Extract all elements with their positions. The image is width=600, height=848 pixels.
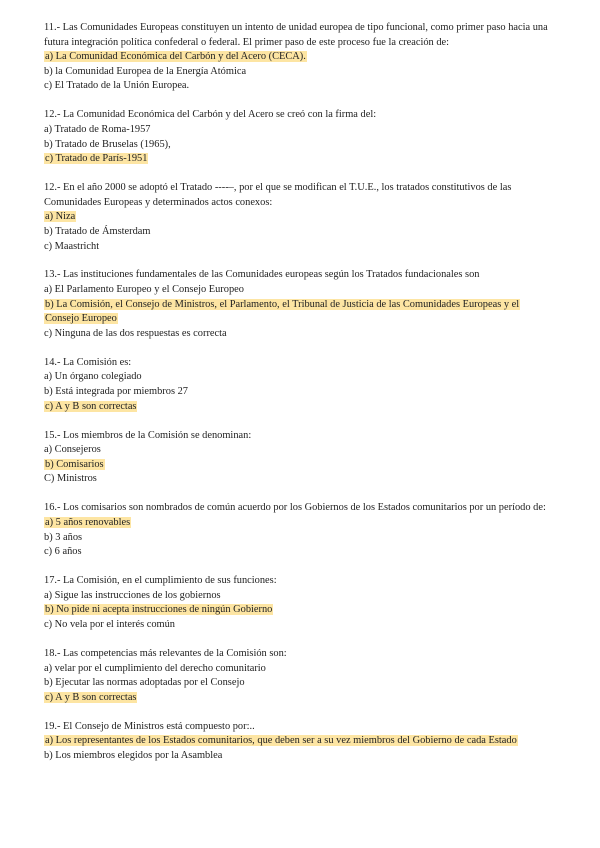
option-b: b) la Comunidad Europea de la Energía Atómica [44, 65, 247, 77]
option-a: a) velar por el cumplimiento del derecho comunitario [44, 662, 266, 674]
question-text: 12.- En el año 2000 se adoptó el Tratado ----–, por el que se modifican el T.U.E., los tratados constitutivos de las Comunidades Europeas y determinados actos conexos: [44, 182, 512, 208]
option-c: c) Ninguna de las dos respuestas es correcta [44, 327, 227, 339]
option-a: a) Sigue las instrucciones de los gobiernos [44, 589, 221, 601]
answer-highlight: a) 5 años renovables [45, 516, 131, 528]
option-c [44, 152, 552, 167]
question-12 [44, 108, 552, 166]
question-text: 12.- La Comunidad Económica del Carbón y del Acero se creó con la firma del: [44, 109, 377, 121]
option-b: b) Tratado de Bruselas (1965), [44, 138, 171, 150]
option-b [44, 603, 552, 618]
answer-highlight: a) La Comunidad Económica del Carbón y del Acero (CECA). [45, 51, 306, 63]
question-text: 17.- La Comisión, en el cumplimiento de sus funciones: [44, 575, 277, 587]
question-14 [44, 356, 552, 414]
question-text: 16.- Los comisarios son nombrados de común acuerdo por los Gobiernos de los Estados comunitarios por un período de: [44, 502, 546, 514]
option-b: b) Está integrada por miembros 27 [44, 386, 188, 398]
question-text: 19.- El Consejo de Ministros está compuesto por:.. [44, 720, 255, 732]
answer-highlight: b) No pide ni acepta instrucciones de ningún Gobierno [45, 604, 273, 616]
answer-highlight: c) A y B son correctas [45, 400, 137, 412]
question-text: 14.- La Comisión es: [44, 356, 132, 368]
answer-highlight: b) La Comisión, el Consejo de Ministros, el Parlamento, el Tribunal de Justicia de las Comunidades Europeas y el Consejo Europeo [45, 298, 520, 325]
option-c: c) No vela por el interés común [44, 618, 175, 630]
option-a [44, 734, 552, 749]
option-a: a) El Parlamento Europeo y el Consejo Europeo [44, 284, 244, 296]
option-a: a) Tratado de Roma-1957 [44, 123, 151, 135]
question-text: 18.- Las competencias más relevantes de la Comisión son: [44, 647, 287, 659]
question-text: 13.- Las instituciones fundamentales de las Comunidades europeas según los Tratados fundacionales son [44, 269, 480, 281]
option-b: b) Los miembros elegidos por la Asamblea [44, 749, 223, 761]
option-c [44, 400, 552, 415]
question-19 [44, 720, 552, 764]
option-b: b) 3 años [44, 531, 83, 543]
option-b [44, 298, 552, 327]
option-a [44, 516, 552, 531]
question-18 [44, 647, 552, 705]
option-c: c) 6 años [44, 546, 82, 558]
answer-highlight: a) Los representantes de los Estados comunitarios, que deben ser a su vez miembros del Gobierno de cada Estado [45, 735, 517, 747]
option-c [44, 691, 552, 706]
question-12-niza [44, 181, 552, 254]
option-a [44, 50, 552, 65]
question-15 [44, 429, 552, 487]
answer-highlight: c) Tratado de París-1951 [45, 153, 148, 165]
option-c: c) Maastricht [44, 240, 100, 252]
option-a [44, 210, 552, 225]
question-13 [44, 268, 552, 341]
option-b: b) Tratado de Ámsterdam [44, 225, 151, 237]
question-11 [44, 21, 552, 94]
option-c: c) El Tratado de la Unión Europea. [44, 80, 190, 92]
answer-highlight: b) Comisarios [45, 458, 104, 470]
option-a: a) Un órgano colegiado [44, 371, 142, 383]
question-text: 15.- Los miembros de la Comisión se denominan: [44, 429, 252, 441]
question-16 [44, 501, 552, 559]
option-b [44, 458, 552, 473]
answer-highlight: c) A y B son correctas [45, 691, 137, 703]
option-b: b) Ejecutar las normas adoptadas por el Consejo [44, 677, 245, 689]
option-a: a) Consejeros [44, 444, 101, 456]
answer-highlight: a) Niza [45, 211, 76, 223]
question-text: 11.- Las Comunidades Europeas constituyen un intento de unidad europea de tipo funcional, como primer paso hacia una futura integración política confederal o federal. El primer paso de este proceso fue la creación de: [44, 22, 548, 48]
question-17 [44, 574, 552, 632]
option-c: C) Ministros [44, 473, 97, 485]
